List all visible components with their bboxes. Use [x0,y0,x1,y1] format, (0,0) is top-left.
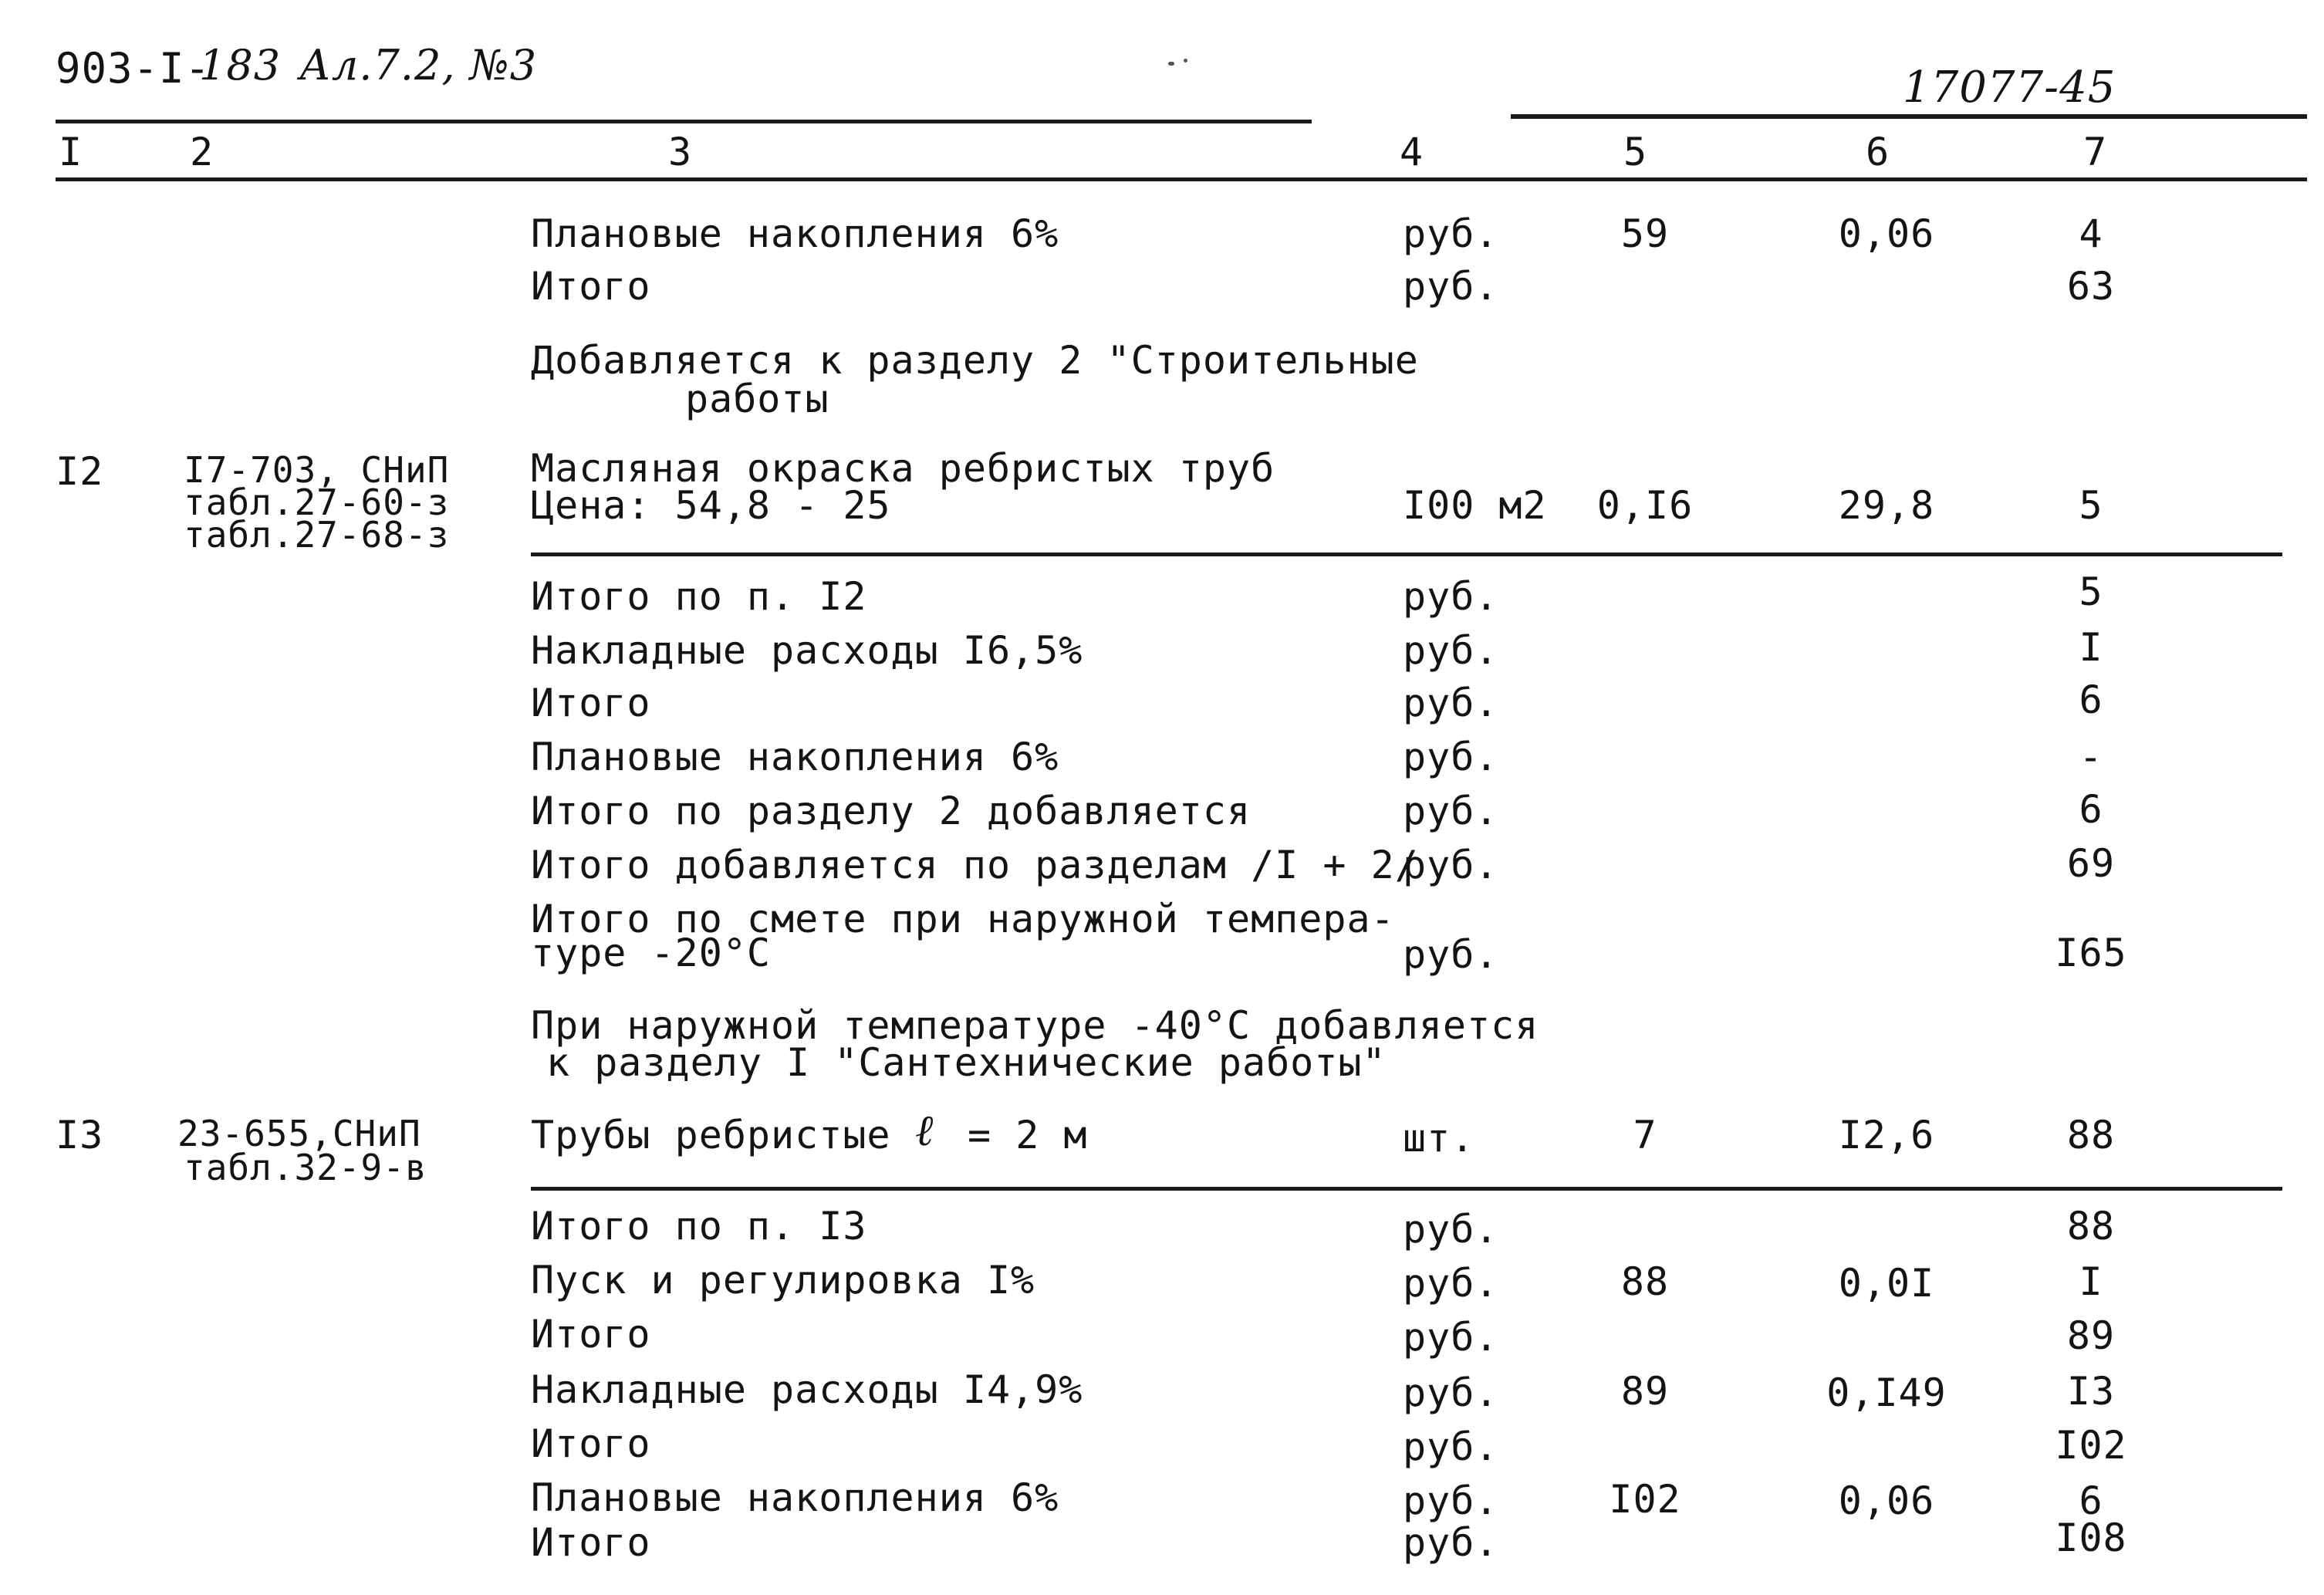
col-header-2: 2 [190,130,214,174]
row-price: 29,8 [1838,483,1935,528]
row-description-cont: туре -20°С [531,931,772,975]
row-unit: руб. [1403,1370,1499,1415]
item-reference: табл.27-68-з [184,514,450,556]
section-rule [531,1187,2282,1191]
row-total: 6 [2079,1478,2103,1523]
item-reference: табл.27-60-з [184,482,450,523]
section-rule [531,553,2282,556]
length-symbol: ℓ [915,1106,934,1156]
row-total: I [2079,1259,2103,1304]
doc-code-handwritten: 183 [199,41,282,90]
row-price: I2,6 [1838,1113,1935,1157]
row-total: I [2079,625,2103,670]
row-unit: руб. [1403,211,1499,256]
doc-code: 903-I- [56,44,211,93]
row-description: Итого [531,681,651,725]
row-unit: руб. [1403,1315,1499,1360]
row-quantity: 0,I6 [1596,483,1694,528]
row-description: Пуск и регулировка I% [531,1258,1035,1303]
row-unit: руб. [1403,843,1499,887]
row-unit: руб. [1403,681,1499,725]
row-description: Итого по п. I2 [531,574,867,619]
row-description: Итого [531,1312,651,1357]
row-quantity: 59 [1620,211,1670,256]
row-description: Итого по разделу 2 добавляется [531,789,1252,833]
row-price: 0,0I [1838,1261,1935,1306]
row-description: Добавляется к разделу 2 "Строительные [531,338,1419,383]
item-reference: I7-703, СНиП [184,449,450,491]
col-header-5: 5 [1623,130,1648,174]
row-total: I08 [2055,1516,2127,1560]
row-total: I3 [2066,1369,2116,1414]
row-description: Итого [531,1520,651,1565]
row-unit: руб. [1403,264,1499,309]
row-description: Плановые накопления 6% [531,211,1059,256]
row-total: 5 [2079,483,2103,528]
row-description: Итого по смете при наружной темпера- [531,897,1395,941]
sheet-number: 17077-45 [1903,63,2116,113]
row-description: Итого [531,264,651,309]
row-description: Накладные расходы I4,9% [531,1367,1083,1412]
row-description: Плановые накопления 6% [531,735,1059,779]
row-unit: руб. [1403,1478,1499,1523]
row-description: Итого добавляется по разделам /I + 2/ [531,843,1419,887]
scan-speck [1184,59,1187,63]
row-unit: шт. [1403,1116,1475,1161]
col-header-7: 7 [2083,130,2108,174]
row-unit: руб. [1403,1424,1499,1469]
row-price: 0,06 [1838,1478,1935,1523]
item-reference: табл.32-9-в [184,1147,427,1188]
row-quantity: 89 [1620,1369,1670,1414]
item-number: I3 [56,1113,104,1157]
row-total: 4 [2079,211,2103,256]
row-total: 88 [2066,1204,2116,1249]
col-header-4: 4 [1400,130,1424,174]
row-quantity: 88 [1620,1259,1670,1304]
album-reference: Ал.7.2, №3 [299,41,538,90]
row-quantity: I02 [1609,1477,1681,1522]
row-description-cont: к разделу I "Сантехнические работы" [546,1040,1387,1085]
row-unit: I00 м2 [1403,483,1547,528]
row-total: 89 [2066,1313,2116,1358]
row-description: Итого по п. I3 [531,1204,867,1249]
row-price: 0,06 [1838,211,1935,256]
row-total: - [2079,735,2103,779]
row-total: 88 [2066,1113,2116,1157]
row-description: Накладные расходы I6,5% [531,628,1083,673]
row-price: 0,I49 [1826,1370,1947,1415]
scan-speck [1168,62,1174,66]
row-unit: руб. [1403,1520,1499,1565]
row-total: 6 [2079,787,2103,832]
header-rule-top-right [1511,114,2307,119]
col-header-6: 6 [1866,130,1890,174]
row-total: 5 [2079,569,2103,614]
row-total: I65 [2055,931,2127,975]
row-description: Трубы ребристые [531,1113,891,1157]
col-header-1: I [59,130,83,174]
row-description-cont: работы [685,377,829,421]
header-rule-bottom [56,177,2307,181]
row-description: Итого [531,1421,651,1466]
row-description-tail: = 2 м [968,1113,1088,1157]
header-rule-top-left [56,120,1312,123]
row-total: 63 [2066,264,2116,309]
row-unit: руб. [1403,735,1499,779]
row-unit: руб. [1403,628,1499,673]
row-description: Масляная окраска ребристых труб [531,446,1275,491]
row-unit: руб. [1403,1261,1499,1306]
row-quantity: 7 [1633,1113,1657,1157]
row-unit: руб. [1403,932,1499,977]
row-unit: руб. [1403,1207,1499,1252]
row-total: 6 [2079,678,2103,722]
row-unit: руб. [1403,789,1499,833]
row-description: Плановые накопления 6% [531,1475,1059,1520]
col-header-3: 3 [668,130,693,174]
item-number: I2 [56,449,104,494]
row-description-cont: Цена: 54,8 - 25 [531,483,891,528]
row-unit: руб. [1403,574,1499,619]
item-reference: 23-655,СНиП [177,1113,421,1154]
row-description: При наружной температуре -40°С добавляется [531,1003,1539,1048]
row-total: 69 [2066,841,2116,886]
row-total: I02 [2055,1423,2127,1468]
